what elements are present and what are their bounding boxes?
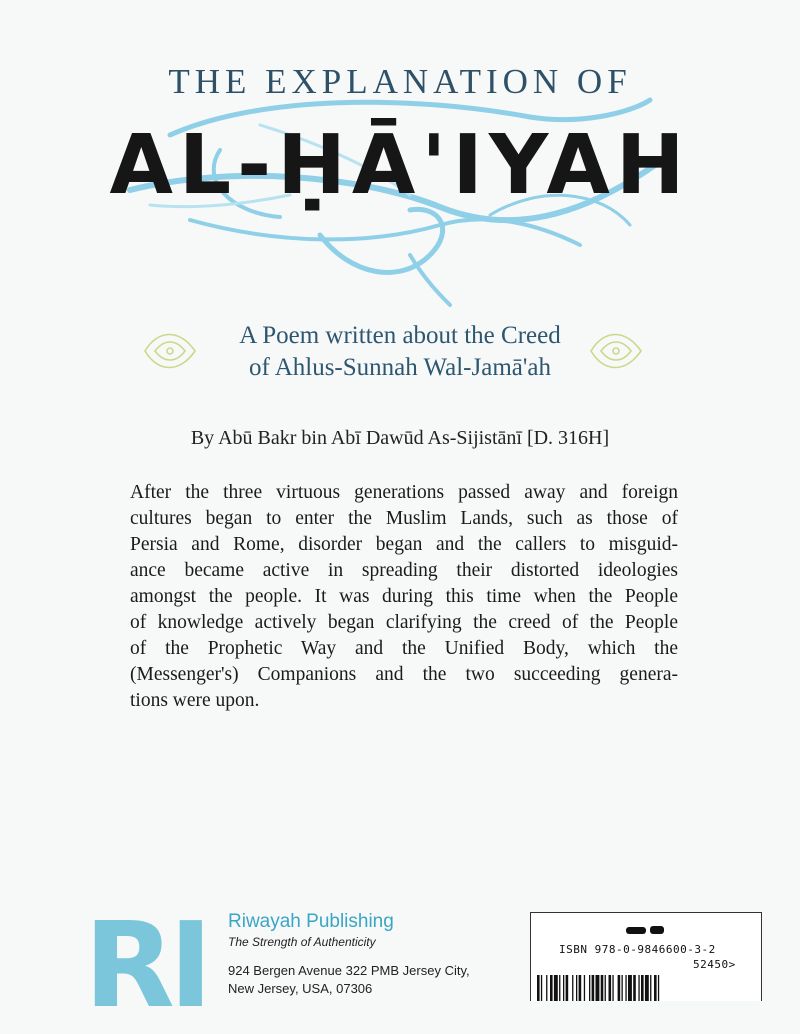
main-title: AL-ḤĀ'IYAH [109,118,691,213]
barcode-bar [654,975,657,1001]
barcode-bar [550,975,553,1001]
barcode-bar [601,975,604,1001]
ink-smudge [626,926,664,935]
barcode-bar [589,975,590,1001]
subtitle [0,320,800,384]
barcode-bar [605,975,606,1001]
barcode-bar [628,975,632,1001]
subtitle-line-1: A Poem written about the Creed [239,322,561,349]
barcode-bar [638,975,639,1001]
isbn-number: ISBN 978-0-9846600-3-2 [559,943,716,956]
barcode-bar [625,975,626,1001]
pre-title: THE EXPLANATION OF [168,62,632,101]
address-line-2: New Jersey, USA, 07306 [228,981,373,996]
address-line-1: 924 Bergen Avenue 322 PMB Jersey City, [228,963,470,978]
barcode-bar [596,975,600,1001]
blurb-paragraph [130,480,678,714]
barcode-bar [622,975,623,1001]
blurb-line: cultures began to enter the Muslim Lands, such as those of [130,508,678,529]
publisher-logo-text: RI [84,896,207,1034]
barcode-bar [541,975,542,1001]
barcode-bar [572,975,573,1001]
barcode-bar [563,975,564,1001]
author-line: By Abū Bakr bin Abī Dawūd As-Sijistānī [D. 316H] [190,427,610,449]
barcode-bar [579,975,582,1001]
blurb-line: (Messenger's) Companions and the two succeeding genera- [130,664,678,685]
barcode-bar [641,975,644,1001]
blurb-line: of the Prophetic Way and the Unified Body, which the [130,638,678,659]
barcode-bar [645,975,649,1001]
barcode-bar [612,975,613,1001]
publisher-name: Riwayah Publishing [228,911,394,932]
barcode-bar [618,975,621,1001]
blurb-line: of knowledge actively began clarifying the creed of the People [130,612,678,633]
blurb-line: amongst the people. It was during this time when the People [130,586,678,607]
barcode-bar [658,975,659,1001]
barcode-bar [537,975,540,1001]
blurb-line: ance became active in spreading their distorted ideologies [130,560,678,581]
blurb-line: tions were upon. [130,690,260,711]
barcode-bar [584,975,585,1001]
publisher-address [228,962,470,998]
price-code: 52450> [693,958,736,971]
publisher-logo [84,896,207,1034]
barcode-box [530,912,762,1001]
blurb-line: Persia and Rome, disorder began and the callers to misguid- [130,534,678,555]
barcode-bar [609,975,612,1001]
barcode-bar [566,975,569,1001]
barcode-bar [650,975,651,1001]
barcode-bar [633,975,636,1001]
barcode-bars [531,975,761,1001]
barcode-bar [559,975,560,1001]
publisher-tagline: The Strength of Authenticity [228,935,376,949]
barcode-bar [554,975,558,1001]
barcode-bar [576,975,577,1001]
leaf-ornament-icon [586,324,646,378]
subtitle-line-2: of Ahlus-Sunnah Wal-Jamā'ah [249,354,551,381]
barcode-bar [546,975,547,1001]
barcode-bar [592,975,595,1001]
blurb-line: After the three virtuous generations passed away and foreign [130,482,678,503]
